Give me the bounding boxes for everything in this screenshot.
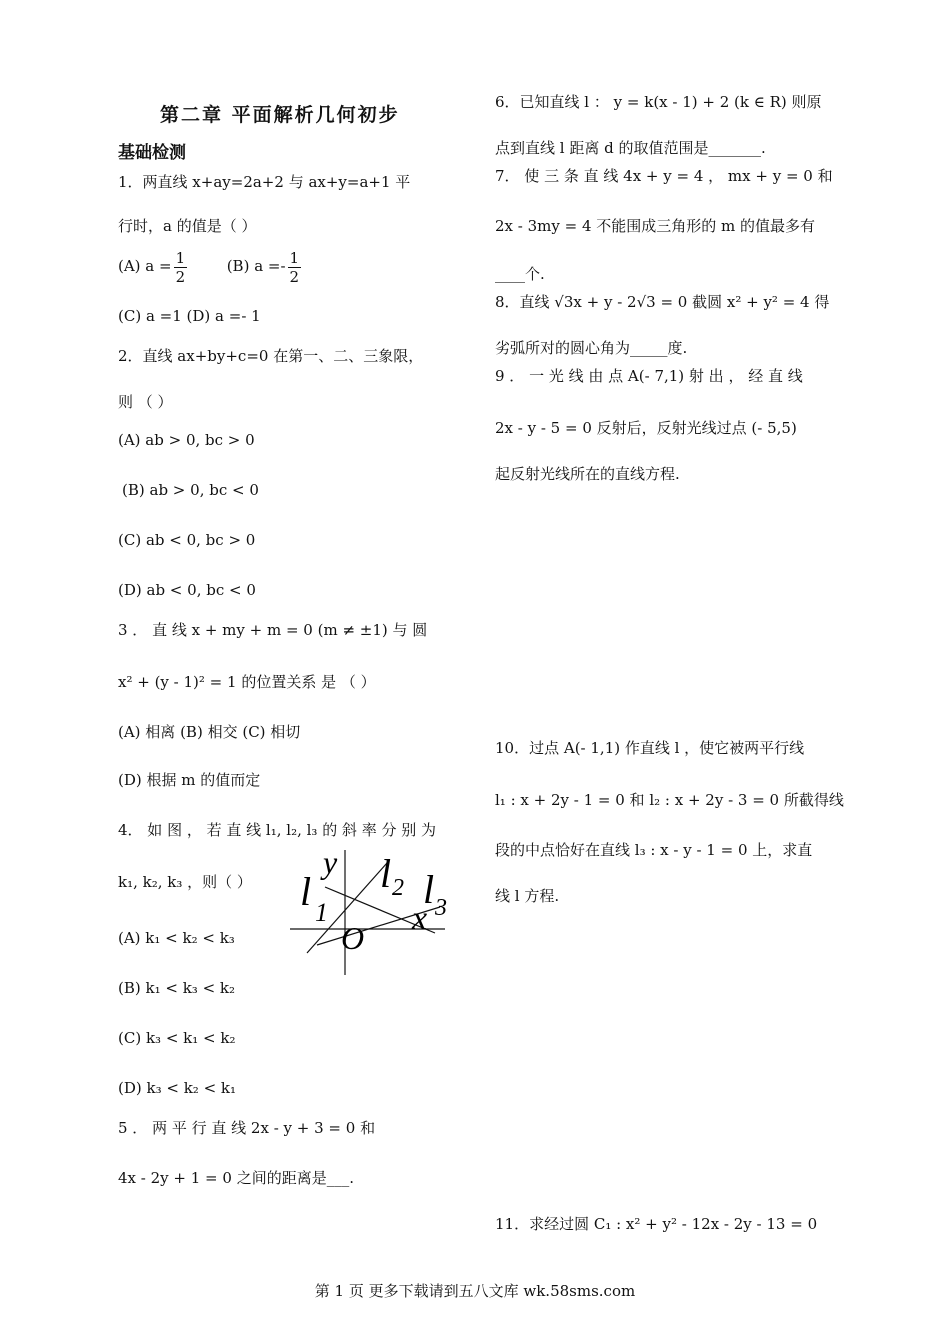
q1-line1: 1．两直线 x+ay=2a+2 与 ax+y=a+1 平 (118, 173, 411, 191)
label-y: y (323, 845, 338, 880)
q3-options-abc: (A) 相离 (B) 相交 (C) 相切 (118, 723, 301, 741)
label-l1: l (300, 869, 312, 914)
q2-line2: 则 （ ） (118, 393, 173, 411)
label-l2-sub: 2 (392, 875, 404, 901)
q2-option-a: (A) ab > 0, bc > 0 (118, 431, 255, 449)
q1-line2: 行时，a 的值是（ ） (118, 217, 257, 235)
label-origin: O (341, 920, 365, 956)
slope-figure (285, 845, 460, 980)
q1-options-ab (118, 244, 303, 288)
q2-option-c: (C) ab < 0, bc > 0 (118, 531, 256, 549)
q9-line2: 2x - y - 5 = 0 反射后，反射光线过点 (- 5,5) (495, 419, 797, 437)
q3-option-d: (D) 根据 m 的值而定 (118, 771, 261, 789)
q9-line1: 9 ． 一 光 线 由 点 A(- 7,1) 射 出 ， 经 直 线 (495, 367, 803, 385)
q7-line1: 7． 使 三 条 直 线 4x + y = 4 ， mx + y = 0 和 (495, 167, 833, 185)
q4-option-b: (B) k₁ < k₃ < k₂ (118, 979, 236, 997)
q5-line2: 4x - 2y + 1 = 0 之间的距离是___. (118, 1169, 354, 1187)
q4-line2: k₁, k₂, k₃ ，则（ ） (118, 873, 252, 891)
section-heading: 基础检测 (118, 143, 186, 163)
q9-line3: 起反射光线所在的直线方程. (495, 465, 680, 483)
q10-line4: 线 l 方程. (495, 887, 560, 905)
q8-line1: 8．直线 √3x + y - 2√3 = 0 截圆 x² + y² = 4 得 (495, 293, 830, 311)
q5-line1: 5 ． 两 平 行 直 线 2x - y + 3 = 0 和 (118, 1119, 376, 1137)
q4-option-a: (A) k₁ < k₂ < k₃ (118, 929, 235, 947)
q7-line2: 2x - 3my = 4 不能围成三角形的 m 的值最多有 (495, 217, 816, 235)
q4-option-c: (C) k₃ < k₁ < k₂ (118, 1029, 236, 1047)
q3-line1: 3 ． 直 线 x + my + m = 0 (m ≠ ±1) 与 圆 (118, 621, 428, 639)
q2-line1: 2．直线 ax+by+c=0 在第一、二、三象限， (118, 347, 424, 365)
label-l3-sub: 3 (435, 895, 447, 921)
q1-options-cd: (C) a =1 (D) a =- 1 (118, 307, 261, 325)
q4-option-d: (D) k₃ < k₂ < k₁ (118, 1079, 237, 1097)
fraction-numerator: 1 (289, 248, 300, 267)
q3-line2: x² + (y - 1)² = 1 的位置关系 是 （ ） (118, 673, 376, 691)
q8-line2: 劣弧所对的圆心角为_____度. (495, 339, 688, 357)
label-x: x (412, 900, 428, 937)
q11-line1: 11．求经过圆 C₁ : x² + y² - 12x - 2y - 13 = 0 (495, 1215, 818, 1233)
q2-option-b: (B) ab > 0, bc < 0 (122, 481, 259, 499)
page-footer: 第 1 页 更多下载请到五八文库 wk.58sms.com (314, 1282, 636, 1300)
q1-option-b: (B) a =- $\frac{1}{2}$ (226, 248, 300, 286)
q10-line3: 段的中点恰好在直线 l₃ : x - y - 1 = 0 上，求直 (495, 841, 813, 859)
q6-line2: 点到直线 l 距离 d 的取值范围是_______. (495, 139, 766, 157)
q2-option-d: (D) ab < 0, bc < 0 (118, 581, 256, 599)
fraction-denominator: 2 (175, 267, 186, 286)
label-l3: l (423, 867, 435, 912)
q7-line3: ____个. (495, 265, 545, 283)
label-l2: l (380, 851, 392, 896)
label-l1-sub: 1 (315, 898, 328, 927)
q4-line1: 4． 如 图 ， 若 直 线 l₁, l₂, l₃ 的 斜 率 分 别 为 (118, 821, 437, 839)
fraction-denominator: 2 (289, 267, 300, 286)
page-title: 第二章 平面解析几何初步 (160, 104, 400, 126)
q10-line1: 10．过点 A(- 1,1) 作直线 l ，使它被两平行线 (495, 739, 805, 757)
q10-line2: l₁ : x + 2y - 1 = 0 和 l₂ : x + 2y - 3 = 0 所截得线 (495, 791, 844, 809)
q6-line1: 6．已知直线 l ： y = k(x - 1) + 2 (k ∈ R) 则原 (495, 93, 822, 111)
fraction-numerator: 1 (175, 248, 186, 267)
q1-option-a: (A) a = $\frac{1}{2}$ (118, 248, 186, 286)
